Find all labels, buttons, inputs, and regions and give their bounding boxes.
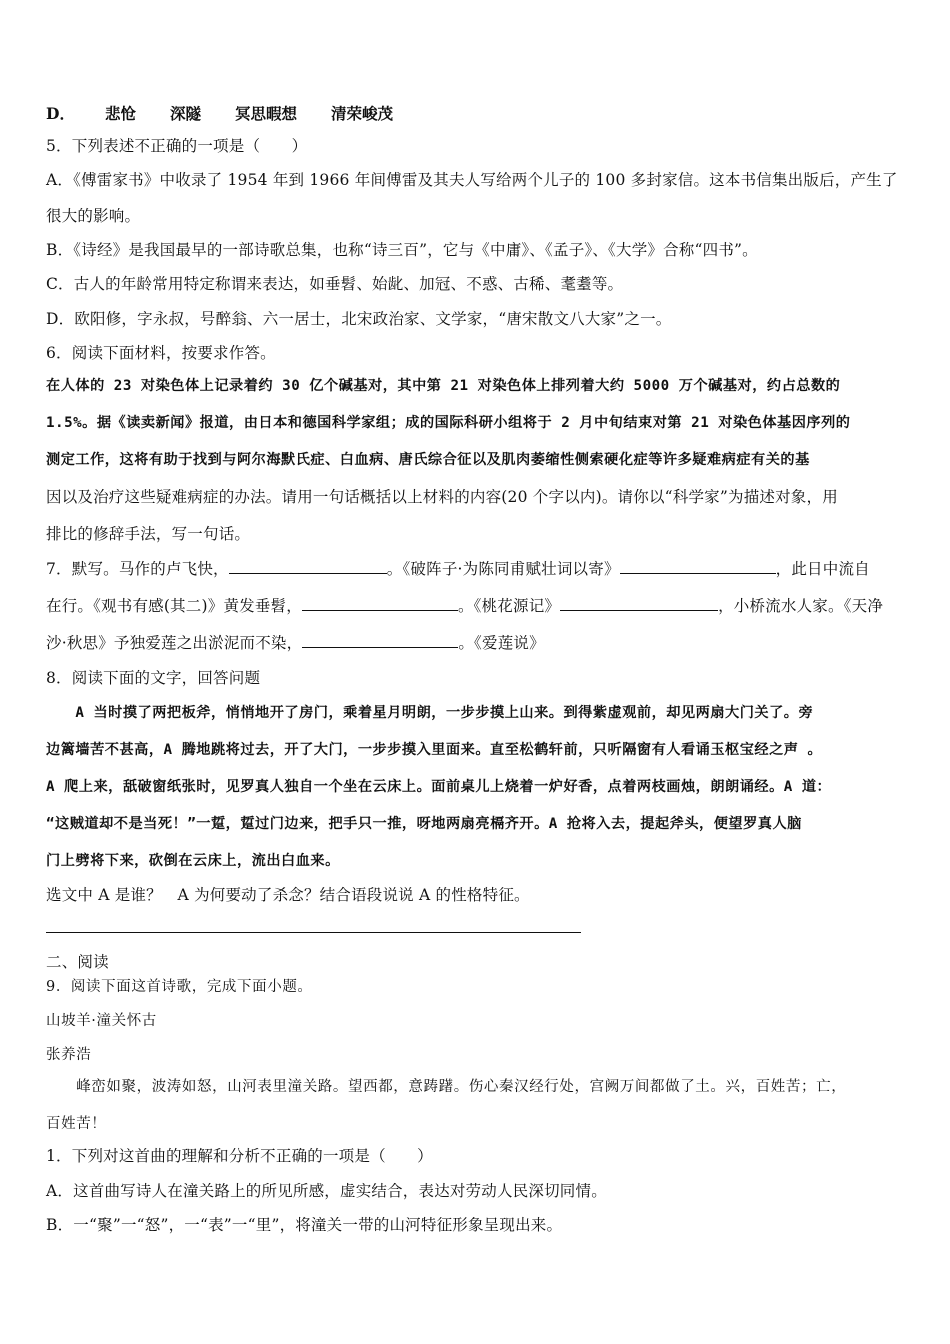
q6-material-line2: 1.5%。据《读卖新闻》报道，由日本和德国科学家组；成的国际科研小组将于 2 月中旬结束对第 21 对染色体基因序列的 xyxy=(46,415,851,431)
answer-blank[interactable] xyxy=(560,596,718,611)
q5-option-a-line1: A．《傅雷家书》中收录了 1954 年到 1966 年间傅雷及其夫人写给两个儿子的 100 多封家信。这本书信集出版后，产生了 xyxy=(46,171,898,189)
word-1: 悲怆 xyxy=(104,104,136,123)
q6-material-line4: 因以及治疗这些疑难病症的办法。请用一句话概括以上材料的内容(20 个字以内)。请你以“科学家”为描述对象，用 xyxy=(46,488,838,506)
word-2: 深隧 xyxy=(169,104,201,123)
option-label: D． xyxy=(46,104,75,123)
poem-author: 张养浩 xyxy=(46,1047,92,1063)
answer-blank[interactable] xyxy=(620,559,776,574)
q7-line2 xyxy=(46,596,910,616)
section-title: 二、阅读 xyxy=(46,953,109,971)
sub1-option-a: A．这首曲写诗人在潼关路上的所见所感，虚实结合，表达对劳动人民深切同情。 xyxy=(46,1182,607,1200)
q8-passage-line2: 边篱墙苦不甚高，A 腾地跳将过去，开了大门，一步步摸入里面来。直至松鹤轩前，只听隔窗有人看诵玉枢宝经之声 。 xyxy=(46,742,823,758)
answer-blank[interactable] xyxy=(302,596,458,611)
q5-option-c: C．古人的年龄常用特定称谓来表达，如垂髫、始龀、加冠、不惑、古稀、耄耋等。 xyxy=(46,275,624,293)
q8-question: 选文中 A 是谁？ A 为何要动了杀念？结合语段说说 A 的性格特征。 xyxy=(46,886,530,904)
q7-text: 。《破阵子·为陈同甫赋壮词以寄》 xyxy=(386,560,620,578)
q7-line1 xyxy=(46,559,910,579)
q5-option-a-line2: 很大的影响。 xyxy=(46,207,141,225)
q5-stem: 5．下列表述不正确的一项是（ ） xyxy=(46,137,308,155)
answer-blank[interactable] xyxy=(229,559,387,574)
word-4: 清荣峻茂 xyxy=(331,104,394,123)
q5-option-d: D．欧阳修，字永叔，号醉翁、六一居士，北宋政治家、文学家，“唐宋散文八大家”之一。 xyxy=(46,310,672,328)
answer-line[interactable] xyxy=(46,932,581,933)
poem-line1: 峰峦如聚，波涛如怒，山河表里潼关路。望西都，意踌躇。伤心秦汉经行处，宫阙万间都做了土。兴，百姓苦；亡， xyxy=(46,1079,847,1095)
word-3: 冥思暇想 xyxy=(234,104,297,123)
q7-text: 沙·秋思》予独爱莲之出淤泥而不染， xyxy=(46,634,303,652)
poem-line2: 百姓苦！ xyxy=(46,1116,107,1132)
answer-blank[interactable] xyxy=(302,633,458,648)
poem-title: 山坡羊·潼关怀古 xyxy=(46,1013,157,1029)
q7-text: ，此日中流自 xyxy=(775,560,870,578)
sub1-stem: 1．下列对这首曲的理解和分析不正确的一项是（ ） xyxy=(46,1147,433,1165)
q7-text: 7．默写。马作的卢飞快， xyxy=(46,560,229,578)
sub1-option-b: B．一“聚”一“怒”，一“表”一“里”，将潼关一带的山河特征形象呈现出来。 xyxy=(46,1216,563,1234)
q7-text: 。《桃花源记》 xyxy=(457,597,561,615)
q5-option-b: B．《诗经》是我国最早的一部诗歌总集，也称“诗三百”，它与《中庸》、《孟子》、《大学》合称“四书”。 xyxy=(46,241,758,259)
q6-stem: 6．阅读下面材料，按要求作答。 xyxy=(46,344,276,362)
q8-passage-line1: A 当时摸了两把板斧，悄悄地开了房门，乘着星月明朗，一步步摸上山来。到得紫虚观前，却见两扇大门关了。旁 xyxy=(46,705,814,721)
q8-stem: 8．阅读下面的文字，回答问题 xyxy=(46,669,261,687)
option-d-words xyxy=(46,102,427,124)
q6-material-line5: 排比的修辞手法，写一句话。 xyxy=(46,525,251,543)
q8-passage-line4: “这贼道却不是当死！”一踅，踅过门边来，把手只一推，呀地两扇亮槅齐开。A 抢将入去，提起斧头，便望罗真人脑 xyxy=(46,816,802,832)
q6-material-line3: 测定工作，这将有助于找到与阿尔海默氏症、白血病、唐氏综合征以及肌肉萎缩性侧索硬化症等许多疑难病症有关的基 xyxy=(46,452,810,468)
q7-text: 。《爱莲说》 xyxy=(458,634,545,652)
q7-line3 xyxy=(46,633,910,653)
q8-passage-line5: 门上劈将下来，砍倒在云床上，流出白血来。 xyxy=(46,853,340,869)
q8-passage-line3: A 爬上来，舐破窗纸张时，见罗真人独自一个坐在云床上。面前桌儿上烧着一炉好香，点着两枝画烛，朗朗诵经。A 道： xyxy=(46,779,832,795)
q9-stem: 9．阅读下面这首诗歌，完成下面小题。 xyxy=(46,979,313,995)
q7-text: ，小桥流水人家。《天净 xyxy=(718,597,884,615)
q6-material-line1: 在人体的 23 对染色体上记录着约 30 亿个碱基对，其中第 21 对染色体上排列着大约 5000 万个碱基对，约占总数的 xyxy=(46,378,841,394)
q7-text: 在行。《观书有感(其二)》黄发垂髫， xyxy=(46,597,302,615)
